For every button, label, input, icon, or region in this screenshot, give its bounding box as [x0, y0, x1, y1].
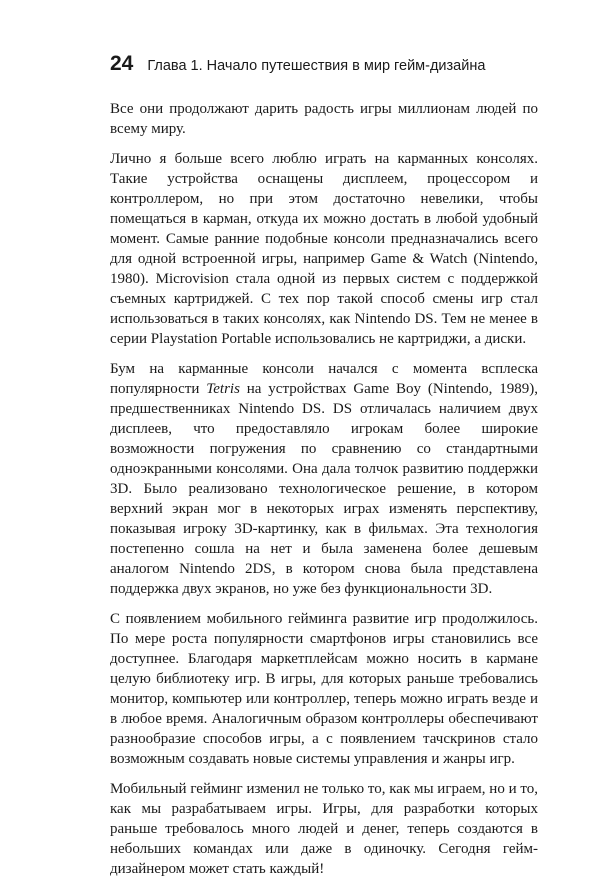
game-title-tetris: Tetris — [206, 381, 240, 397]
paragraph-4: С появлением мобильного гейминга развитие игр продолжилось. По мере роста популярности смартфонов игры становились все доступнее. Благодаря маркетплейсам можно носить в кармане целую библиотеку игр. В игры, для которых раньше требовались монитор, компьютер или контроллер, теперь можно играть везде и в любое время. Аналогичным образом контроллеры обеспечивают разнообразие способов игры, а с появлением тачскринов стало возможным создавать новые системы управления и жанры игр. — [110, 611, 538, 767]
paragraph-5: Мобильный гейминг изменил не только то, как мы играем, но и то, как мы разрабатываем игры. Игры, для разработки которых раньше требовалось много людей и денег, теперь создаются в небольших командах или даже в одиночку. Сегодня гейм-дизайнером может стать каждый! — [110, 781, 538, 877]
body-text — [110, 99, 538, 889]
running-header — [110, 52, 540, 78]
paragraph-3-text-end: на устройствах Game Boy (Nintendo, 1989), предшественниках Nintendo DS. DS отличалась наличием двух дисплеев, что предоставляло игрокам более широкие возможности погружения по сравнению со стандартными одноэкранными консолями. Она дала толчок развитию поддержки 3D. Было реализовано технологическое решение, в котором верхний экран мог в некоторых играх изменять перспективу, показывая игроку 3D-картинку, как в фильмах. Эта технология постепенно сошла на нет и была заменена более дешевым аналогом Nintendo 2DS, в котором снова была представлена поддержка двух экранов, но уже без функциональности 3D. — [110, 381, 539, 597]
chapter-title: Глава 1. Начало путешествия в мир гейм-дизайна — [147, 58, 486, 74]
paragraph-3-text-start: Бум на карманные консоли начался с момента всплеска популярности — [110, 361, 538, 397]
paragraph-2: Лично я больше всего люблю играть на карманных консолях. Такие устройства оснащены дисплеем, процессором и контроллером, но при этом достаточно невелики, чтобы помещаться в карман, откуда их можно достать в любой удобный момент. Самые ранние подобные консоли предназначались всего для одной встроенной игры, например Game & Watch (Nintendo, 1980). Microvision стала одной из первых систем с поддержкой съемных картриджей. С тех пор такой способ смены игр стал использоваться в таких консолях, как Nintendo DS. Тем не менее в серии Playstation Portable использовались не картриджи, а диски. — [110, 151, 538, 347]
page-number: 24 — [110, 52, 134, 75]
paragraph-3 — [110, 359, 538, 599]
paragraph-1: Все они продолжают дарить радость игры миллионам людей по всему миру. — [110, 101, 538, 137]
